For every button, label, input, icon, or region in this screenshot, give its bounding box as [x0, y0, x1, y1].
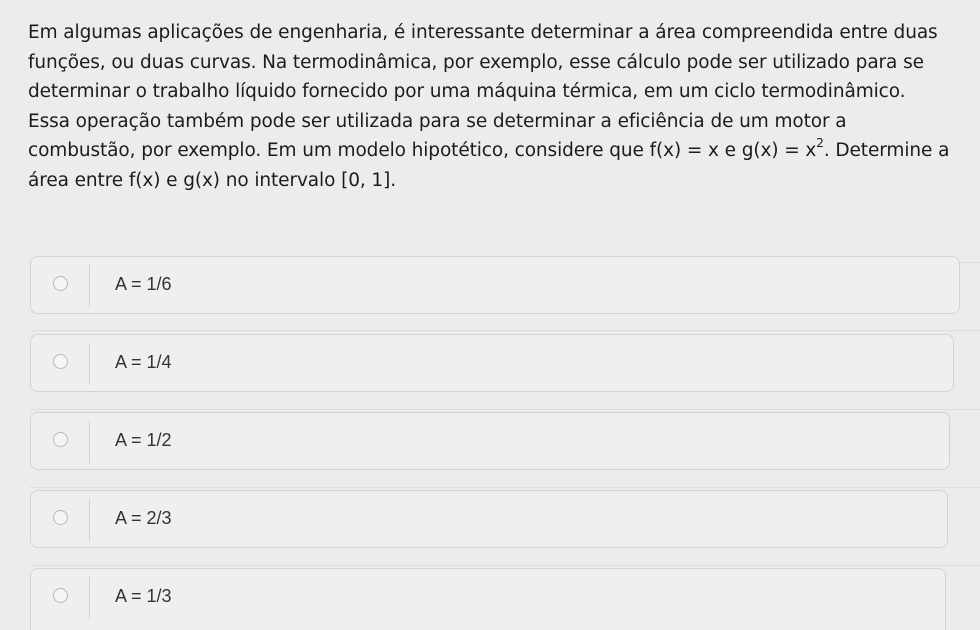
question-line-6-text: área entre	[28, 169, 129, 191]
question-line-5-end: . Determine a	[823, 140, 950, 161]
question-line-4: Essa operação também pode ser utilizada para se determinar a eficiência de um motor a	[28, 110, 847, 132]
question-line-3: determinar o trabalho líquido fornecido por uma máquina térmica, em um ciclo termodinâmico.	[28, 81, 906, 102]
option-divider	[89, 421, 90, 463]
option-3[interactable]	[30, 412, 950, 470]
radio-icon[interactable]	[53, 588, 68, 603]
g-definition: g(x) = x	[741, 140, 817, 161]
option-5-label: A = 1/3	[115, 586, 172, 606]
f-definition: f(x) = x	[649, 140, 719, 161]
option-1-label: A = 1/6	[115, 274, 172, 294]
g-exponent: 2	[816, 135, 824, 150]
option-1[interactable]	[30, 256, 960, 314]
radio-icon[interactable]	[53, 276, 68, 291]
question-line-6-end: .	[390, 169, 396, 191]
option-divider	[89, 343, 90, 385]
g-name: g(x)	[183, 169, 220, 191]
separator	[30, 487, 980, 488]
option-5[interactable]	[30, 568, 946, 630]
question-line-5-text: combustão, por exemplo. Em um modelo hipotético, considere que	[28, 140, 650, 161]
conjunction: e	[718, 140, 742, 161]
option-divider	[89, 577, 90, 619]
radio-icon[interactable]	[53, 354, 68, 369]
radio-icon[interactable]	[53, 510, 68, 525]
question-line-6-mid: no intervalo	[219, 169, 342, 191]
f-name: f(x)	[128, 169, 161, 191]
radio-icon[interactable]	[53, 432, 68, 447]
option-4[interactable]	[30, 490, 948, 548]
question-line-1: Em algumas aplicações de engenharia, é interessante determinar a área compreendida entre duas	[28, 22, 938, 43]
option-2-label: A = 1/4	[115, 352, 172, 372]
interval: [0, 1]	[341, 169, 391, 191]
option-divider	[89, 265, 90, 307]
option-3-label: A = 1/2	[115, 430, 172, 450]
option-divider	[89, 499, 90, 541]
option-4-label: A = 2/3	[115, 508, 172, 528]
option-2[interactable]	[30, 334, 954, 392]
separator	[30, 565, 980, 566]
separator	[30, 330, 980, 331]
conjunction-2: e	[160, 169, 184, 191]
question-line-2: funções, ou duas curvas. Na termodinâmica, por exemplo, esse cálculo pode ser utilizado para se	[28, 51, 924, 73]
separator	[30, 409, 980, 410]
